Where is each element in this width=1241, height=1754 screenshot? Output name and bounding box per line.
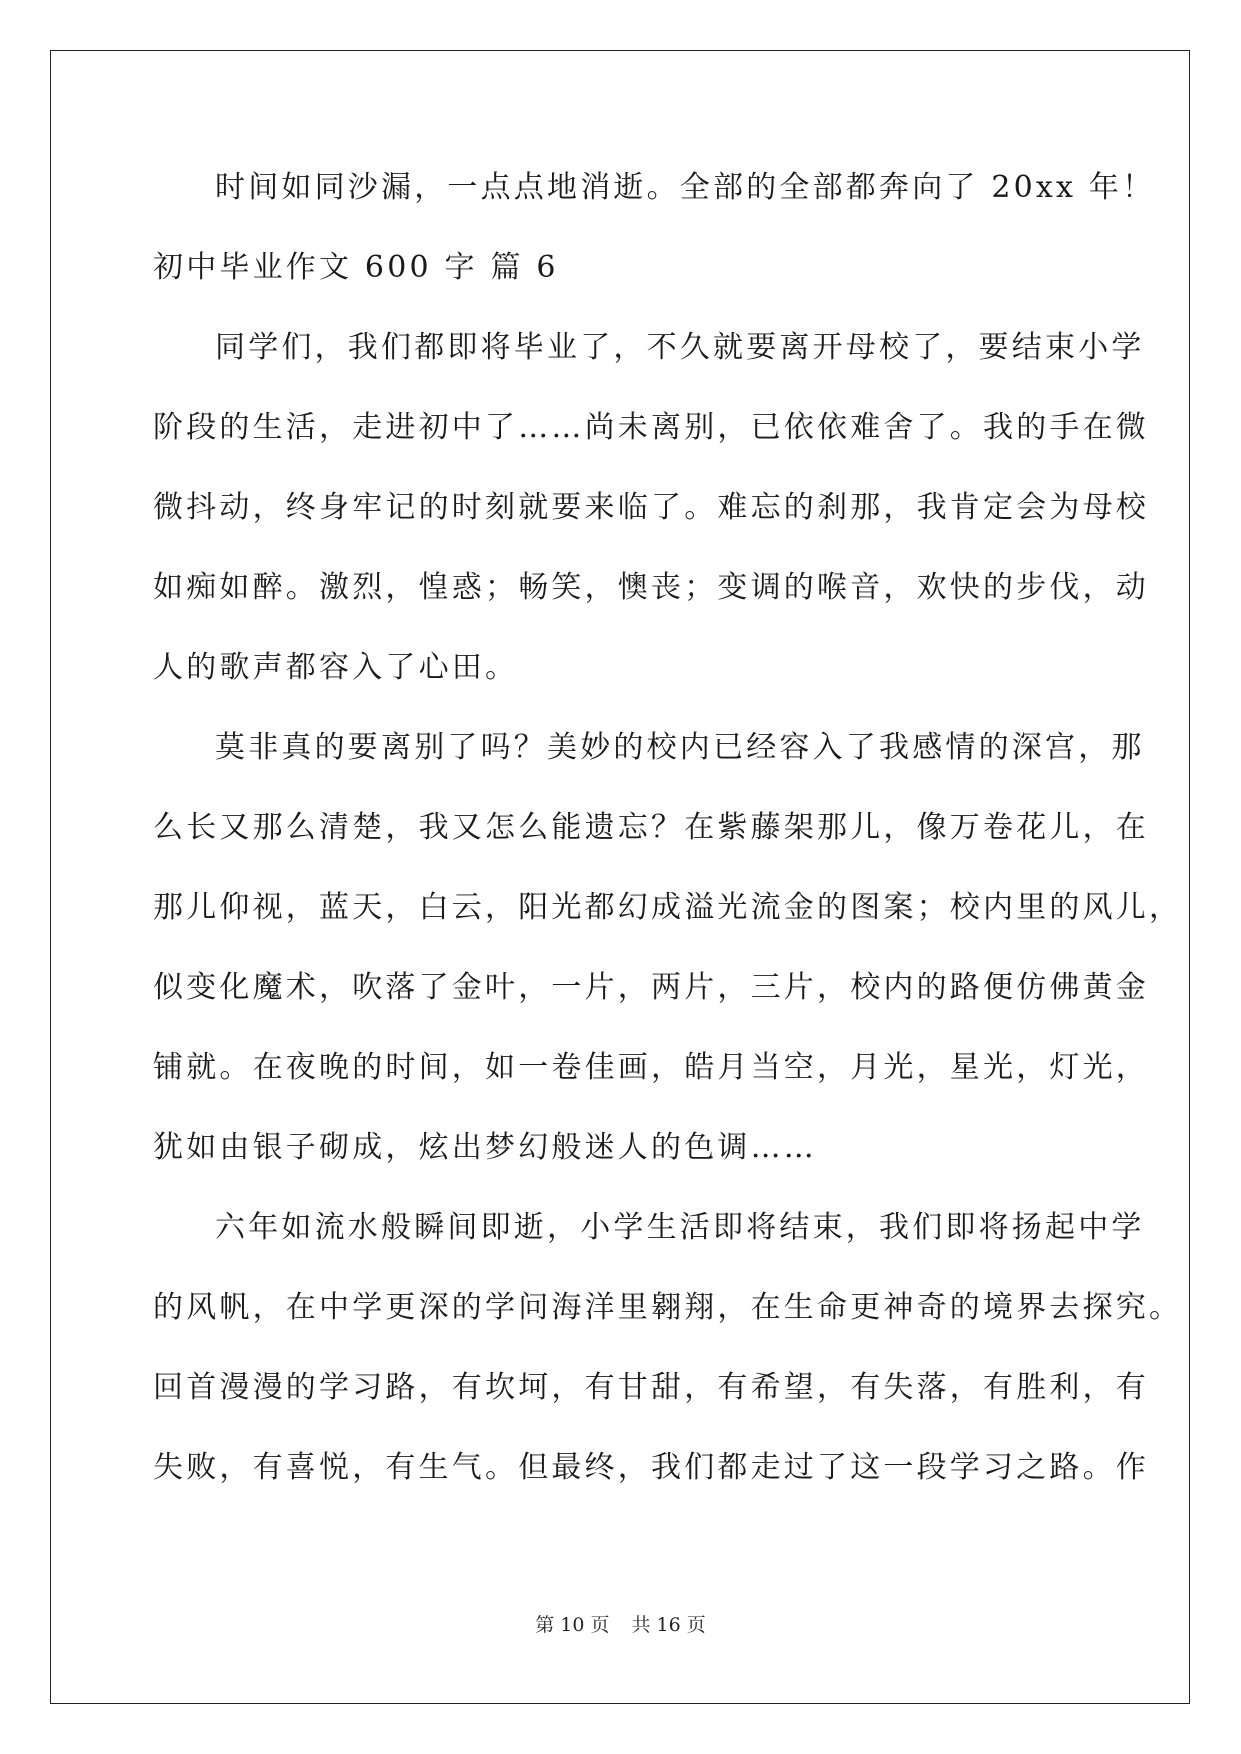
paragraph-line: 那儿仰视，蓝天，白云，阳光都幻成溢光流金的图案；校内里的风儿， xyxy=(153,890,1183,925)
paragraph-line: 人的歌声都容入了心田。 xyxy=(153,650,519,685)
paragraph-line: 微抖动，终身牢记的时刻就要来临了。难忘的刹那，我肯定会为母校 xyxy=(153,490,1149,525)
section-heading: 初中毕业作文 600 字 篇 6 xyxy=(153,250,559,285)
page-footer xyxy=(0,1610,1241,1637)
paragraph-line: 似变化魔术，吹落了金叶，一片，两片，三片，校内的路便仿佛黄金 xyxy=(153,970,1149,1005)
paragraph-line: 时间如同沙漏，一点点地消逝。全部的全部都奔向了 20xx 年！ xyxy=(215,170,1156,205)
paragraph-line: 莫非真的要离别了吗？美妙的校内已经容入了我感情的深宫，那 xyxy=(215,730,1145,765)
paragraph-line: 犹如由银子砌成，炫出梦幻般迷人的色调…… xyxy=(153,1130,817,1165)
paragraph-line: 六年如流水般瞬间即逝，小学生活即将结束，我们即将扬起中学 xyxy=(215,1210,1145,1245)
paragraph-line: 回首漫漫的学习路，有坎坷，有甘甜，有希望，有失落，有胜利，有 xyxy=(153,1370,1149,1405)
paragraph-line: 同学们，我们都即将毕业了，不久就要离开母校了，要结束小学 xyxy=(215,330,1145,365)
paragraph-line: 么长又那么清楚，我又怎么能遗忘？在紫藤架那儿，像万卷花儿，在 xyxy=(153,810,1149,845)
paragraph-line: 的风帆，在中学更深的学问海洋里翱翔，在生命更神奇的境界去探究。 xyxy=(153,1290,1183,1325)
document-body xyxy=(153,148,1183,1508)
page-number: 第 10 页 xyxy=(535,1614,610,1636)
page-total: 共 16 页 xyxy=(631,1614,706,1636)
paragraph-line: 铺就。在夜晚的时间，如一卷佳画，皓月当空，月光，星光，灯光， xyxy=(153,1050,1149,1085)
paragraph-line: 失败，有喜悦，有生气。但最终，我们都走过了这一段学习之路。作 xyxy=(153,1450,1149,1485)
paragraph-line: 如痴如醉。激烈，惶惑；畅笑，懊丧；变调的喉音，欢快的步伐，动 xyxy=(153,570,1149,605)
paragraph-line: 阶段的生活，走进初中了……尚未离别，已依依难舍了。我的手在微 xyxy=(153,410,1149,445)
